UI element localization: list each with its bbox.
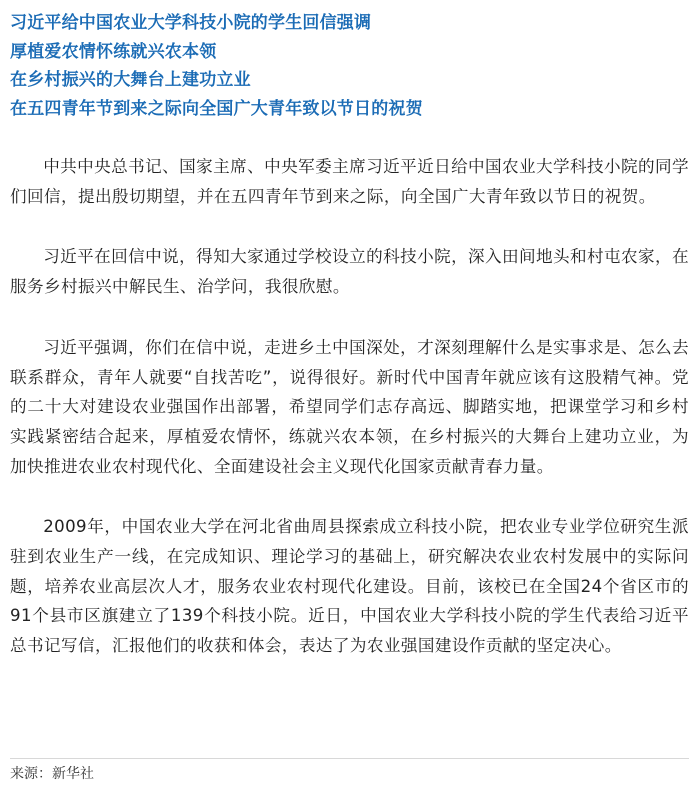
headline-sub-1: 厚植爱农情怀练就兴农本领	[10, 41, 217, 62]
paragraph: 习近平强调，你们在信中说，走进乡土中国深处，才深刻理解什么是实事求是、怎么去联系群众，青年人就要“自找苦吃”，说得很好。新时代中国青年就应该有这股精气神。党的二十大对建设农业强国作出部署，希望同学们志存高远、脚踏实地，把课堂学习和乡村实践紧密结合起来，厚植爱农情怀，练就兴农本领，在乡村振兴的大舞台上建功立业，为加快推进农业农村现代化、全面建设社会主义现代化国家贡献青春力量。	[10, 337, 689, 476]
headline-sub-2: 在乡村振兴的大舞台上建功立业	[10, 70, 251, 90]
headline-main: 习近平给中国农业大学科技小院的学生回信强调	[10, 13, 372, 33]
divider	[10, 758, 689, 759]
paragraph: 2009年，中国农业大学在河北省曲周县探索成立科技小院，把农业专业学位研究生派驻到农业生产一线，在完成知识、理论学习的基础上，研究解决农业农村发展中的实际问题，培养农业高层次人才，服务农业农村现代化建设。目前，该校已在全国24个省区市的91个县市区旗建立了139个科技小院。近日，中国农业大学科技小院的学生代表给习近平总书记写信，汇报他们的收获和体会，表达了为农业强国建设作贡献的坚定决心。	[10, 517, 689, 656]
paragraph: 习近平在回信中说，得知大家通过学校设立的科技小院，深入田间地头和村屯农家，在服务乡村振兴中解民生、治学问，我很欣慰。	[10, 247, 689, 297]
source-credit: 来源：新华社	[10, 766, 94, 782]
headline-block	[10, 9, 689, 123]
article-body	[10, 152, 689, 661]
article	[10, 0, 689, 782]
paragraph: 中共中央总书记、国家主席、中央军委主席习近平近日给中国农业大学科技小院的同学们回信，提出殷切期望，并在五四青年节到来之际，向全国广大青年致以节日的祝贺。	[10, 157, 689, 206]
headline-sub-3: 在五四青年节到来之际向全国广大青年致以节日的祝贺	[10, 98, 423, 119]
